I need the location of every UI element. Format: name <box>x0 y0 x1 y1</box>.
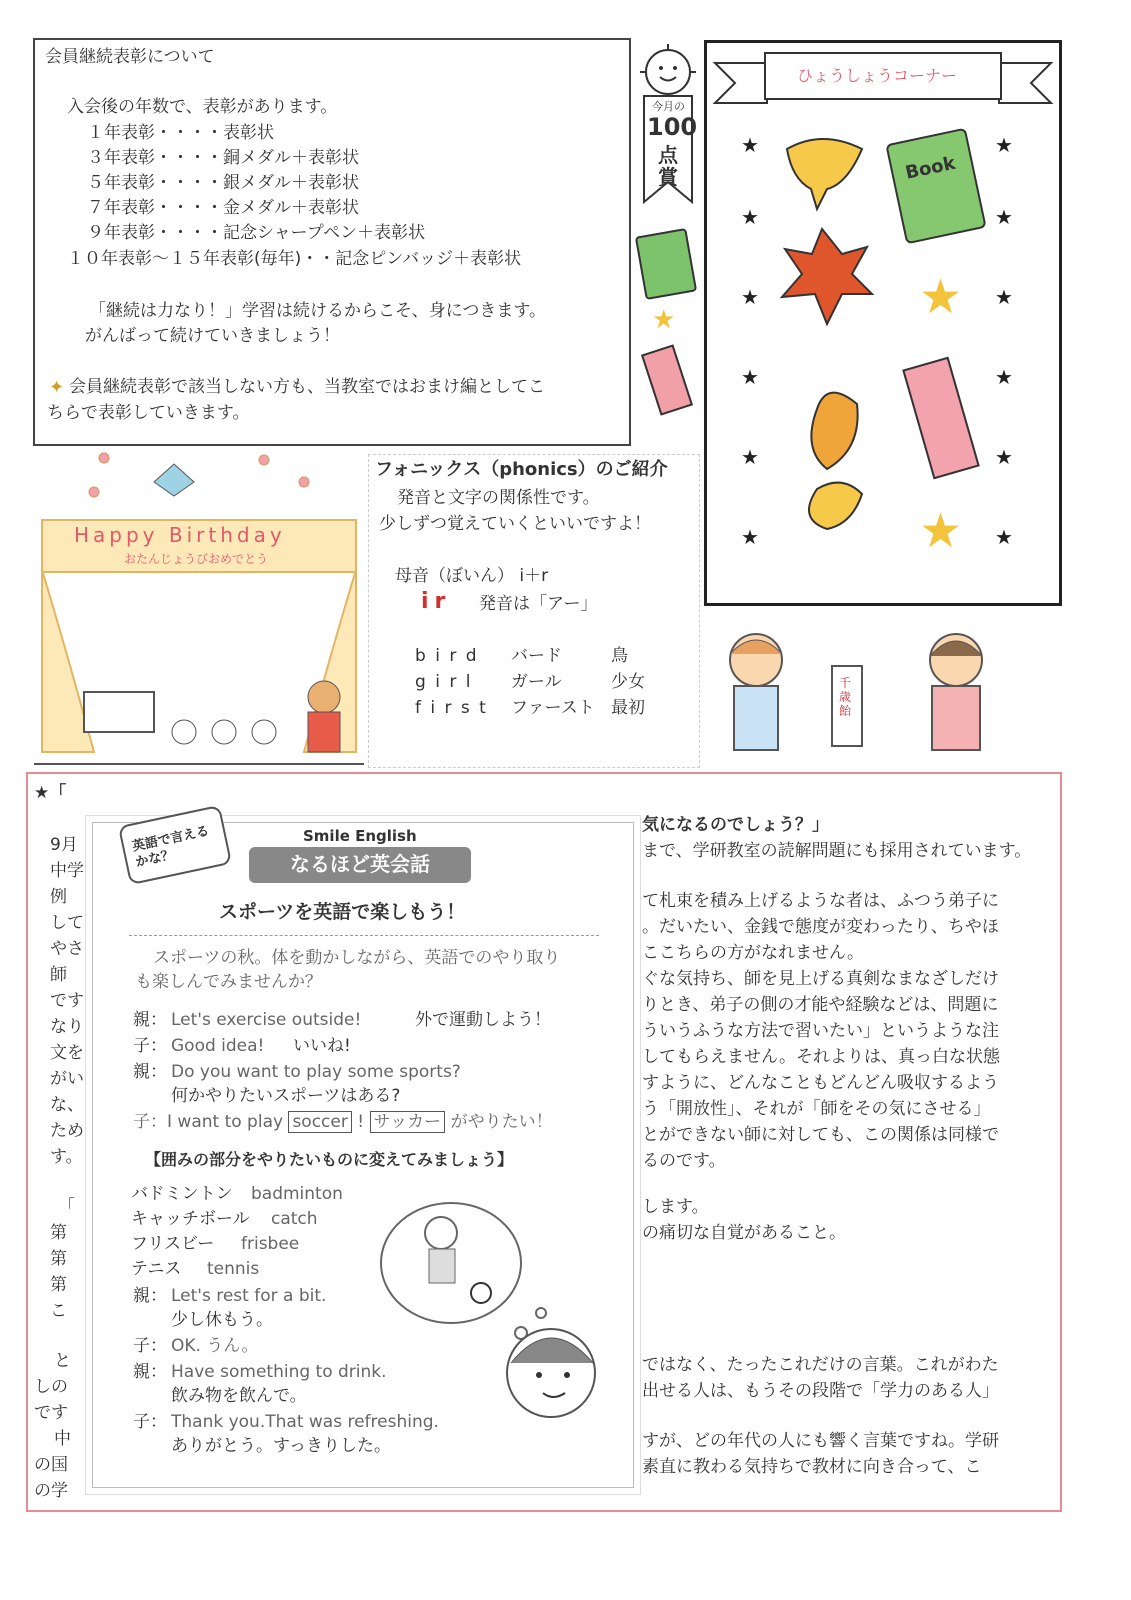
phonics-desc: 発音と文字の関係性です。 <box>397 488 600 508</box>
phonics-word: g i r l <box>415 672 473 692</box>
award-item: １年表彰・・・・表彰状 <box>87 123 274 143</box>
left-fragment: こ <box>50 1301 67 1321</box>
star-icon: ★ <box>741 525 759 549</box>
right-line: します。 <box>642 1197 709 1217</box>
left-fragment: ため <box>50 1121 84 1141</box>
left-fragment: 第 <box>50 1275 67 1295</box>
award-item: ５年表彰・・・・銀メダル＋表彰状 <box>87 173 359 193</box>
award-note: 会員継続表彰で該当しない方も、当教室ではおまけ編としてこ <box>69 377 545 397</box>
left-fragment: 「 <box>58 1197 75 1217</box>
child-line-pre: 子：I want to play <box>133 1112 284 1132</box>
phonics-word: b i r d <box>415 646 479 666</box>
kids-icon <box>716 626 1016 756</box>
speaker: 子： <box>133 1336 167 1356</box>
dialogue-en: Let's exercise outside! <box>171 1010 362 1030</box>
speaker: 親： <box>133 1362 167 1382</box>
right-line: ではなく、たったこれだけの言葉。これがわた <box>642 1355 999 1375</box>
divider <box>129 935 599 936</box>
sport-en-box: soccer <box>288 1111 351 1133</box>
phonics-jp: 最初 <box>611 698 645 718</box>
instruction: 【囲みの部分をやりたいものに変えてみましょう】 <box>145 1150 514 1169</box>
phonics-section <box>368 454 700 768</box>
star-icon: ★ <box>995 285 1013 309</box>
phonics-vowel: 母音（ぼいん） i＋r <box>395 566 549 586</box>
award-note: ちらで表彰していきます。 <box>47 403 250 423</box>
left-fragment: しの <box>34 1377 68 1397</box>
right-line: ここちらの方がなれません。 <box>642 943 865 963</box>
book-icon <box>885 128 986 245</box>
award-item: １０年表彰〜１５年表彰(毎年)・・記念ピンバッジ＋表彰状 <box>67 249 522 269</box>
phonics-title: フォニックス（phonics）のご紹介 <box>375 459 668 480</box>
series-title-box <box>249 847 471 883</box>
chitose-ame-label: 千歳飴 <box>839 676 852 718</box>
phonics-jp: 鳥 <box>611 646 628 666</box>
right-line: まで、学研教室の読解問題にも採用されています。 <box>642 841 1032 861</box>
birthday-illustration <box>34 452 364 768</box>
right-line: ぐな気持ち、師を見上げる真剣なまなざしだけ <box>642 969 999 989</box>
star-icon: ★ <box>919 503 963 559</box>
vocab-jp: キャッチボール <box>131 1209 250 1229</box>
left-fragment: 中学 <box>50 861 84 881</box>
star-icon: ★ <box>741 133 759 157</box>
kids-illustration <box>716 626 1016 756</box>
dialogue-en: Let's rest for a bit. <box>171 1286 327 1306</box>
speaker: 子： <box>133 1036 167 1056</box>
speech-bubble <box>118 805 232 885</box>
left-fragment: です <box>34 1403 68 1423</box>
vocab-jp: フリスビー <box>131 1234 215 1254</box>
left-fragment: がい <box>50 1069 84 1089</box>
phonics-kana: バード <box>511 646 562 666</box>
lesson-intro: スポーツの秋。体を動かしながら、英語でのやり取り <box>153 948 561 968</box>
dialogue-en: Do you want to play some sports? <box>171 1062 461 1082</box>
right-line: るのです。 <box>642 1151 726 1171</box>
star-icon: ★ <box>919 269 963 325</box>
left-fragment: 第 <box>50 1249 67 1269</box>
right-line: の痛切な自覚があること。 <box>642 1223 846 1243</box>
article-box <box>26 772 1062 1512</box>
right-line: 出せる人は、もうその段階で「学力のある人」 <box>642 1381 999 1401</box>
vocab-en: badminton <box>251 1184 343 1204</box>
star-icon: ★ <box>741 365 759 389</box>
commendation-box <box>704 40 1062 606</box>
right-line: 。だいたい、金銭で態度が変わったり、ちやほ <box>642 917 999 937</box>
left-fragment: して <box>50 913 84 933</box>
bookmark-icon <box>641 344 693 415</box>
award-motto: 「継続は力なり！」学習は続けるからこそ、身につきます。 <box>89 301 546 321</box>
left-fragment: 9月 <box>50 835 78 855</box>
left-fragment: 文を <box>50 1043 84 1063</box>
right-line: とができない師に対しても、この関係は同様で <box>642 1125 999 1145</box>
star-icon: ★ <box>995 133 1013 157</box>
dialogue-en: Thank you.That was refreshing. <box>171 1412 439 1432</box>
vocab-jp: テニス <box>131 1259 182 1279</box>
right-line: ういうふうな方法で習いたい」というような注 <box>642 1021 999 1041</box>
phonics-desc: 少しずつ覚えていくといいですよ！ <box>379 514 651 534</box>
series-title: なるほど英会話 <box>290 852 430 876</box>
sport-jp-box: サッカー <box>370 1111 446 1133</box>
dialogue-en: OK. うん。 <box>171 1336 259 1356</box>
right-line: りとき、弟子の側の才能や経験などは、問題に <box>642 995 999 1015</box>
left-fragment: 中 <box>54 1429 71 1449</box>
hundred-point-badge <box>636 42 700 204</box>
dialogue-jp: 何かやりたいスポーツはある? <box>171 1086 401 1106</box>
child-line-post: がやりたい！ <box>450 1112 553 1132</box>
award-item: ３年表彰・・・・銅メダル＋表彰状 <box>87 148 359 168</box>
badge-number: 100 <box>647 113 698 141</box>
award-intro: 入会後の年数で、表彰があります。 <box>67 97 338 117</box>
vocab-en: catch <box>271 1209 318 1229</box>
speaker: 親： <box>133 1286 167 1306</box>
left-column-header: ★「 <box>34 783 67 803</box>
speech-bubble-text: 英語で言えるかな？ <box>131 823 211 871</box>
star-icon: ★ <box>995 205 1013 229</box>
book-icon <box>635 228 697 300</box>
award-item: ７年表彰・・・・金メダル＋表彰状 <box>87 198 359 218</box>
right-line: してもらえません。それよりは、真っ白な状態 <box>642 1047 1001 1067</box>
star-icon: ★ <box>995 445 1013 469</box>
commendation-banner: ひょうしょうコーナー <box>797 66 958 85</box>
phonics-sound: 発音は「アー」 <box>479 594 598 614</box>
vocab-en: frisbee <box>241 1234 300 1254</box>
star-icon: ★ <box>741 445 759 469</box>
left-fragment: す。 <box>50 1147 83 1167</box>
left-fragment: なり <box>50 1017 84 1037</box>
stage-icon <box>34 452 364 768</box>
star-icon: ★ <box>741 285 759 309</box>
dialogue-en: Have something to drink. <box>171 1362 387 1382</box>
dialogue-jp: 飲み物を飲んで。 <box>171 1386 307 1406</box>
dialogue-en: Good idea! <box>171 1036 265 1056</box>
badge-top: 今月の <box>652 100 685 113</box>
phonics-kana: ガール <box>511 672 562 692</box>
right-line: て札束を積み上げるような者は、ふつう弟子に <box>642 891 999 911</box>
right-line: 気になるのでしょう？」 <box>642 815 829 835</box>
award-motto: がんばって続けていきましょう！ <box>85 326 340 346</box>
smile-english-brand: Smile English <box>303 827 417 845</box>
birthday-banner: Happy Birthday <box>74 523 286 547</box>
dialogue-jp: いいね! <box>293 1036 351 1056</box>
bookmark-icon <box>902 357 980 480</box>
right-line: う「開放性」、それが「師をその気にさせる」 <box>642 1099 991 1119</box>
phonics-kana: ファースト <box>511 698 595 718</box>
phonics-jp: 少女 <box>611 672 645 692</box>
phonics-ir: ir <box>421 589 452 614</box>
left-fragment: 第 <box>50 1223 67 1243</box>
star-icon: ★ <box>995 525 1013 549</box>
lesson-intro: も楽しんでみませんか？ <box>135 972 322 992</box>
child-line <box>133 1109 553 1135</box>
smile-english-panel <box>92 822 634 1488</box>
speaker: 親： <box>133 1010 167 1030</box>
vocab-jp: バドミントン <box>131 1184 233 1204</box>
left-fragment: の学 <box>34 1481 68 1501</box>
child-line-mid: ! <box>357 1112 365 1132</box>
birthday-sub: おたんじょうびおめでとう <box>124 552 269 566</box>
left-fragment: 師 <box>50 965 67 985</box>
right-line: すが、どの年代の人にも響く言葉ですね。学研 <box>642 1431 999 1451</box>
lesson-title: スポーツを英語で楽しもう！ <box>219 901 466 923</box>
dialogue-jp: 外で運動しよう！ <box>415 1010 551 1030</box>
star-icon: ★ <box>741 205 759 229</box>
left-fragment: 例 <box>50 887 67 907</box>
star-icon: ★ <box>995 365 1013 389</box>
badge-bottom: 点 <box>658 143 678 167</box>
vocab-en: tennis <box>207 1259 260 1279</box>
dialogue-jp: ありがとう。すっきりした。 <box>171 1436 391 1456</box>
dialogue-jp: 少し休もう。 <box>171 1310 273 1330</box>
left-fragment: な、 <box>50 1095 84 1115</box>
sparkle-icon: ✦ <box>49 377 65 398</box>
award-title: 会員継続表彰について <box>45 47 215 67</box>
award-box <box>33 38 631 446</box>
award-item: ９年表彰・・・・記念シャープペン＋表彰状 <box>87 223 426 243</box>
right-line: すように、どんなこともどんどん吸収するよう <box>642 1073 999 1093</box>
book-label: Book <box>903 152 958 184</box>
autumn-leaves-icon <box>767 129 877 559</box>
star-icon: ★ <box>652 305 676 335</box>
speaker: 親： <box>133 1062 167 1082</box>
right-line: 素直に教わる気持ちで教材に向き合って、こ <box>642 1457 982 1477</box>
phonics-word: f i r s t <box>415 698 488 718</box>
left-fragment: の国 <box>34 1455 68 1475</box>
left-fragment: です <box>50 991 84 1011</box>
speaker: 子： <box>133 1412 167 1432</box>
left-fragment: やさ <box>50 939 84 959</box>
soccer-boy-icon <box>371 1193 611 1433</box>
badge-bottom: 賞 <box>658 165 678 189</box>
left-fragment: と <box>54 1351 71 1371</box>
